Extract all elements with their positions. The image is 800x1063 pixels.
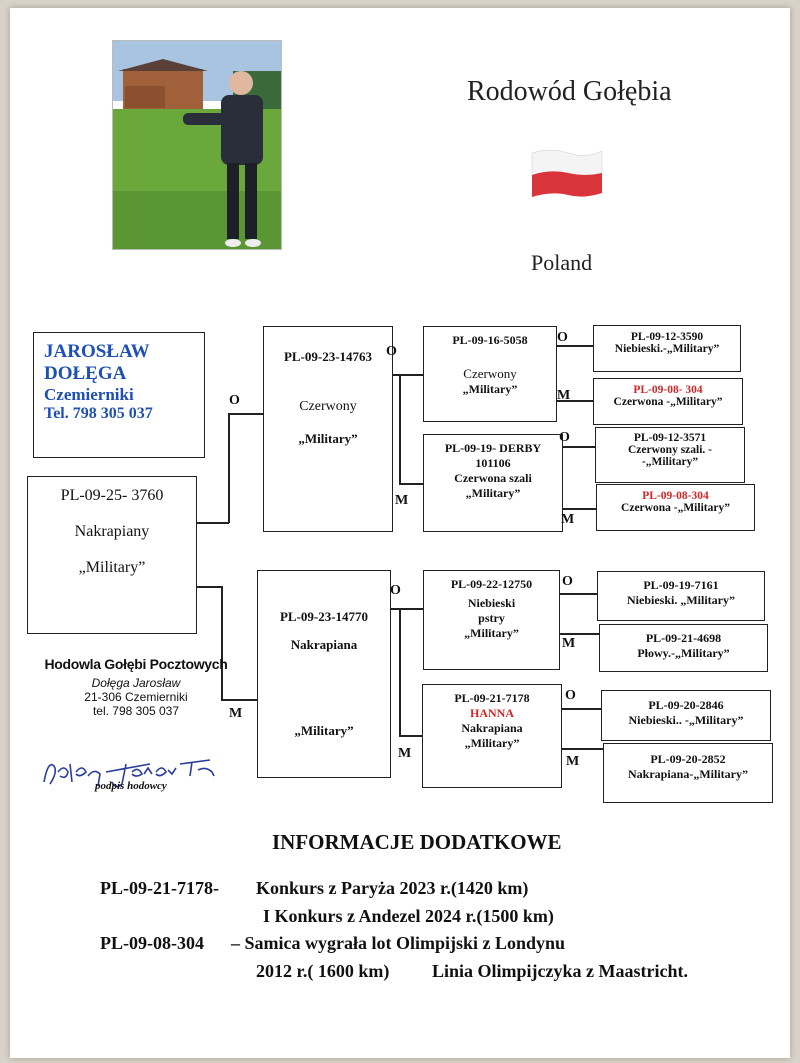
ff-ring: PL-09-16-5058 xyxy=(452,333,528,347)
mother-color: Nakrapiana xyxy=(290,637,358,652)
fmm-box xyxy=(596,484,755,531)
sire-label: O xyxy=(390,583,401,598)
fff-desc: Niebieski.-„Military” xyxy=(614,343,720,355)
connector xyxy=(399,608,401,736)
bird-ring: PL-09-25- 3760 xyxy=(60,487,164,504)
mmf-box xyxy=(601,690,771,741)
father-line: „Military” xyxy=(298,431,358,446)
stamp-line4: tel. 798 305 037 xyxy=(92,704,180,718)
dam-label: M xyxy=(229,706,243,721)
fmm-desc: Czerwona -„Military” xyxy=(621,502,730,514)
mm-color: Nakrapiana xyxy=(461,721,523,735)
ff-box xyxy=(423,326,557,422)
connector xyxy=(562,748,604,750)
dam-label: M xyxy=(395,493,409,508)
bird-color: Nakrapiany xyxy=(74,523,150,540)
mff-desc: Niebieski. „Military” xyxy=(627,593,735,607)
connector xyxy=(562,708,602,710)
info-row1-text: Konkurs z Paryża 2023 r.(1420 km) xyxy=(256,878,529,898)
sire-label: O xyxy=(557,330,568,345)
dam-label: M xyxy=(557,388,571,403)
breeder-signature xyxy=(40,742,240,802)
connector xyxy=(228,413,264,415)
info-row1-ring: PL-09-21-7178- xyxy=(100,878,219,898)
mfm-desc: Płowy.-„Military” xyxy=(637,646,730,660)
dam-label: M xyxy=(398,746,412,761)
mother-line: „Military” xyxy=(294,723,354,738)
mfm-ring: PL-09-21-4698 xyxy=(645,631,722,645)
dam-label: M xyxy=(561,512,575,527)
fmf-desc: Czerwony szali. - xyxy=(628,444,712,456)
connector xyxy=(560,593,598,595)
sire-label: O xyxy=(386,344,397,359)
connector xyxy=(399,374,423,376)
fff-ring: PL-09-12-3590 xyxy=(630,331,704,343)
mmm-desc: Nakrapiana-„Military” xyxy=(628,767,748,781)
fm-box xyxy=(423,434,563,532)
poland-flag-icon xyxy=(530,147,604,199)
owner-phone: Tel. 798 305 037 xyxy=(44,405,153,422)
ff-color: Czerwony xyxy=(463,366,517,381)
ffm-desc: Czerwona -„Military” xyxy=(613,396,723,408)
owner-town: Czemierniki xyxy=(44,385,134,404)
info-row3-ring: PL-09-08-304 xyxy=(100,933,204,953)
sire-label: O xyxy=(565,688,576,703)
mm-name: HANNA xyxy=(470,706,514,720)
signature-caption: podpis hodowcy xyxy=(95,780,167,792)
bird-line: „Military” xyxy=(78,559,146,576)
connector xyxy=(399,483,423,485)
connector xyxy=(228,413,230,523)
mother-box xyxy=(257,570,391,778)
dam-label: M xyxy=(566,754,580,769)
stamp-line3: 21-306 Czemierniki xyxy=(84,690,188,704)
info-row4-red: Linia Olimpijczyka z Maastricht. xyxy=(432,961,688,981)
mm-box xyxy=(422,684,562,788)
owner-box xyxy=(33,332,205,458)
connector xyxy=(563,508,596,510)
mf-line: „Military” xyxy=(464,626,519,640)
mfm-box xyxy=(599,624,768,672)
connector xyxy=(197,522,229,524)
mm-ring: PL-09-21-7178 xyxy=(454,691,530,705)
fm-ring2: 101106 xyxy=(475,456,511,470)
father-color: Czerwony xyxy=(299,399,357,414)
mf-color: Niebieski xyxy=(467,596,516,610)
mmf-ring: PL-09-20-2846 xyxy=(648,698,724,712)
breeder-stamp xyxy=(40,656,232,718)
connector xyxy=(197,586,222,588)
country-name: Poland xyxy=(531,250,593,275)
mff-ring: PL-09-19-7161 xyxy=(643,578,719,592)
mff-box xyxy=(597,571,765,621)
page-title: Rodowód Gołębia xyxy=(467,76,672,107)
fmf-ring: PL-09-12-3571 xyxy=(633,432,707,444)
mf-color2: pstry xyxy=(478,611,505,625)
fm-line: „Military” xyxy=(465,486,521,500)
fmm-ring: PL-09-08-304 xyxy=(642,490,709,502)
father-box xyxy=(263,326,393,532)
info-row3-text: – Samica wygrała lot Olimpijski z Londynu xyxy=(231,933,566,953)
father-ring: PL-09-23-14763 xyxy=(283,349,373,364)
sire-label: O xyxy=(229,393,240,408)
mf-ring: PL-09-22-12750 xyxy=(450,577,533,591)
bird-box xyxy=(27,476,197,634)
ffm-ring: PL-09-08- 304 xyxy=(633,384,703,396)
connector xyxy=(560,633,600,635)
fff-box xyxy=(593,325,741,372)
connector xyxy=(399,374,401,484)
mm-line: „Military” xyxy=(464,736,520,750)
ff-line: „Military” xyxy=(462,382,518,396)
connector xyxy=(563,446,596,448)
mother-ring: PL-09-23-14770 xyxy=(279,609,369,624)
connector xyxy=(399,608,423,610)
fmf-box xyxy=(595,427,745,483)
breeder-photo xyxy=(112,40,282,250)
fm-color: Czerwona szali xyxy=(454,471,532,485)
info-row2-text: I Konkurs z Andezel 2024 r.(1500 km) xyxy=(263,906,554,926)
mmm-box xyxy=(603,743,773,803)
fm-ring: PL-09-19- DERBY xyxy=(444,441,542,455)
ffm-box xyxy=(593,378,743,425)
sire-label: O xyxy=(559,430,570,445)
connector xyxy=(399,735,423,737)
info-title: INFORMACJE DODATKOWE xyxy=(272,830,562,854)
mmf-desc: Niebieski.. -„Military” xyxy=(628,713,744,727)
owner-last-name: DOŁĘGA xyxy=(44,363,127,384)
sire-label: O xyxy=(562,574,573,589)
dam-label: M xyxy=(562,636,576,651)
stamp-line2: Dołęga Jarosław xyxy=(91,676,181,690)
owner-first-name: JAROSŁAW xyxy=(44,341,150,362)
mf-box xyxy=(423,570,560,670)
info-row4-text: 2012 r.( 1600 km) xyxy=(256,961,390,981)
stamp-line1: Hodowla Gołębi Pocztowych xyxy=(44,656,228,672)
mmm-ring: PL-09-20-2852 xyxy=(650,752,726,766)
fmf-desc2: -„Military” xyxy=(641,456,699,468)
